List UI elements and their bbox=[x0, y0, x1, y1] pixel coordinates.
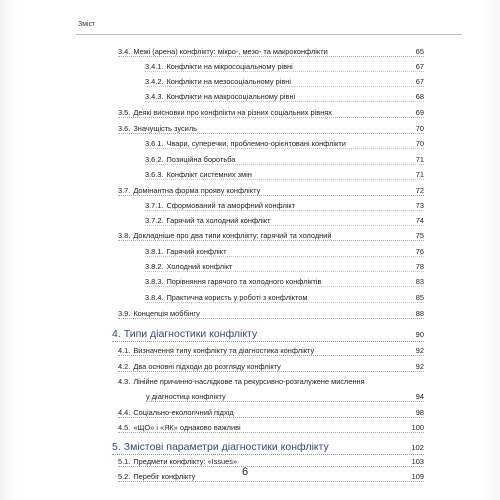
toc-entry-number: 3.4.2. bbox=[145, 77, 164, 86]
toc-entry-title: Сформований та аморфний конфлікт bbox=[166, 201, 296, 210]
toc-entry[interactable] bbox=[118, 124, 424, 134]
toc-entry[interactable] bbox=[145, 170, 424, 180]
toc-entry-number: 3.8.4. bbox=[145, 293, 164, 302]
toc-entry[interactable] bbox=[145, 155, 424, 165]
toc-entry[interactable] bbox=[118, 186, 424, 196]
toc-entry-title: у діагностиці конфлікту bbox=[146, 392, 226, 401]
toc-entry-page: 100 bbox=[411, 423, 424, 432]
toc-entry-title: Гарячий конфлікт bbox=[166, 247, 227, 256]
toc-entry[interactable] bbox=[145, 62, 424, 72]
toc-entry-number: 3.8.2. bbox=[145, 262, 164, 271]
toc-entry-page: 85 bbox=[415, 293, 424, 302]
toc-entry-title: Деякі висновки про конфлікти на різних соціальних рівнях bbox=[133, 108, 332, 117]
toc-entry-page: 88 bbox=[415, 309, 424, 318]
toc-entry-number: 3.6.2. bbox=[145, 155, 164, 164]
toc-entry-title: Конфлікти на мезосоціальному рівні bbox=[166, 77, 291, 86]
toc-entry[interactable] bbox=[145, 139, 424, 149]
toc-entry-number: 3.5. bbox=[118, 108, 131, 117]
toc-entry-page: 102 bbox=[411, 443, 424, 452]
toc-entry-title: Соціально-екологічний підхід bbox=[133, 408, 234, 417]
toc-chapter[interactable] bbox=[112, 441, 424, 455]
toc-entry[interactable] bbox=[118, 231, 424, 241]
toc-entry-page: 72 bbox=[415, 186, 424, 195]
toc-entry[interactable] bbox=[118, 423, 424, 433]
toc-entry-title: Типи діагностики конфлікту bbox=[123, 328, 258, 340]
toc-chapter[interactable] bbox=[112, 328, 424, 342]
toc-entry-page: 65 bbox=[415, 47, 424, 56]
toc-entry-title: Змістові параметри діагностики конфлікту bbox=[123, 441, 329, 453]
toc-entry-title: Два основні підходи до розгляду конфлікту bbox=[133, 362, 281, 371]
toc-entry-page: 75 bbox=[415, 231, 424, 240]
toc-entry-number: 3.9. bbox=[118, 309, 131, 318]
toc-entry-number: 5.1. bbox=[118, 457, 131, 466]
toc-entry[interactable] bbox=[145, 77, 424, 87]
toc-entry-page: 92 bbox=[415, 362, 424, 371]
toc-entry[interactable] bbox=[145, 247, 424, 257]
toc-entry-number: 3.8. bbox=[118, 231, 131, 240]
toc-entry-title: Докладніше про два типи конфлікту: гарячий та холодний bbox=[133, 231, 332, 240]
toc-entry-number: 3.4. bbox=[118, 47, 131, 56]
toc-entry[interactable] bbox=[145, 262, 424, 272]
toc-entry-number: 3.7. bbox=[118, 186, 131, 195]
toc-entry-number: 4. bbox=[112, 328, 121, 340]
toc-entry-number: 4.3. bbox=[118, 377, 131, 386]
toc-entry-page: 109 bbox=[411, 472, 424, 481]
toc-entry-number: 3.8.1. bbox=[145, 247, 164, 256]
toc-entry-title: Холодний конфлікт bbox=[166, 262, 233, 271]
toc-entry-page: 76 bbox=[415, 247, 424, 256]
toc-entry-title: Перебіг конфлікту bbox=[133, 472, 196, 481]
toc-entry[interactable] bbox=[118, 362, 424, 372]
toc-entry-number: 3.7.1. bbox=[145, 201, 164, 210]
toc-entry-page: 67 bbox=[415, 62, 424, 71]
toc-entry[interactable] bbox=[118, 472, 424, 482]
toc-entry-page: 92 bbox=[415, 346, 424, 355]
toc-entry-title: Домінантна форма прояву конфлікту bbox=[133, 186, 261, 195]
toc-entry-title: Визначення типу конфлікту та діагностика конфлікту bbox=[133, 346, 315, 355]
toc-entry-page: 68 bbox=[415, 92, 424, 101]
toc-entry-title: Предмети конфлікту: «Issues» bbox=[133, 457, 238, 466]
toc-entry-page: 98 bbox=[415, 408, 424, 417]
toc-entry-title: Позиційна боротьба bbox=[166, 155, 236, 164]
toc-entry[interactable] bbox=[145, 293, 424, 303]
toc-entry-number: 4.2. bbox=[118, 362, 131, 371]
toc-entry-page: 90 bbox=[415, 330, 424, 339]
toc-entry[interactable] bbox=[145, 92, 424, 102]
toc-entry-page: 83 bbox=[415, 277, 424, 286]
toc-entry-title: Конфлікти на макросоціальному рівні bbox=[166, 92, 296, 101]
toc-entry-title: Межі (арена) конфлікту: мікро-, мезо- та макроконфлікти bbox=[133, 47, 328, 56]
toc-entry[interactable] bbox=[146, 392, 424, 402]
page-number: 6 bbox=[242, 466, 249, 478]
toc-entry-page: 69 bbox=[415, 108, 424, 117]
toc-entry-number: 3.6.3. bbox=[145, 170, 164, 179]
toc-entry-page: 70 bbox=[415, 124, 424, 133]
toc-entry-page: 94 bbox=[415, 392, 424, 401]
toc-entry[interactable] bbox=[118, 47, 424, 57]
toc-entry-number: 3.6.1. bbox=[145, 139, 164, 148]
toc-entry[interactable] bbox=[145, 201, 424, 211]
toc-entry[interactable] bbox=[118, 408, 424, 418]
toc-entry-page: 103 bbox=[411, 457, 424, 466]
toc-entry[interactable] bbox=[118, 377, 424, 386]
toc-entry-number: 3.4.3. bbox=[145, 92, 164, 101]
toc-entry-page: 71 bbox=[415, 170, 424, 179]
toc-entry-title: Чвари, суперечки, проблемно-орієнтовані конфлікти bbox=[166, 139, 346, 148]
toc-entry-title: «ЩО» і «ЯК» однаково важливі bbox=[133, 423, 241, 432]
toc-entry-number: 4.4. bbox=[118, 408, 131, 417]
toc-entry-title: Концепція моббінгу bbox=[133, 309, 200, 318]
toc-entry-page: 73 bbox=[415, 201, 424, 210]
toc-entry-title: Практична користь у роботі з конфліктом bbox=[166, 293, 308, 302]
toc-entry-number: 4.5. bbox=[118, 423, 131, 432]
toc-entry-title: Значущість зусиль bbox=[133, 124, 197, 133]
toc-entry[interactable] bbox=[145, 216, 424, 226]
toc-entry-number: 3.8.3. bbox=[145, 277, 164, 286]
toc-entry[interactable] bbox=[118, 108, 424, 118]
toc-entry-page: 70 bbox=[415, 139, 424, 148]
toc-entry-number: 3.6. bbox=[118, 124, 131, 133]
toc-entry-number: 5. bbox=[112, 441, 121, 453]
toc-entry-title: Гарячий та холодний конфлікт bbox=[166, 216, 271, 225]
toc-entry-number: 5.2. bbox=[118, 472, 131, 481]
toc-entry-page: 67 bbox=[415, 77, 424, 86]
toc-entry-title: Порівняння гарячого та холодного конфліктів bbox=[166, 277, 322, 286]
toc-entry[interactable] bbox=[118, 346, 424, 356]
toc-entry-number: 3.7.2. bbox=[145, 216, 164, 225]
toc-entry[interactable] bbox=[118, 457, 424, 467]
toc-entry[interactable] bbox=[145, 277, 424, 287]
toc-entry-title: Конфлікти на мікросоціальному рівні bbox=[166, 62, 293, 71]
toc-entry[interactable] bbox=[118, 309, 424, 319]
toc-entry-page: 74 bbox=[415, 216, 424, 225]
toc-entry-title: Конфлікт системних змін bbox=[166, 170, 252, 179]
toc-entry-number: 4.1. bbox=[118, 346, 131, 355]
toc-entry-page: 78 bbox=[415, 262, 424, 271]
toc-entry-number: 3.4.1. bbox=[145, 62, 164, 71]
header-title: Зміст bbox=[78, 21, 96, 28]
toc-entry-page: 71 bbox=[415, 155, 424, 164]
toc-entry-title: Лінійне причинно-наслідкове та рекурсивно-розгалужене мислення bbox=[133, 377, 365, 386]
